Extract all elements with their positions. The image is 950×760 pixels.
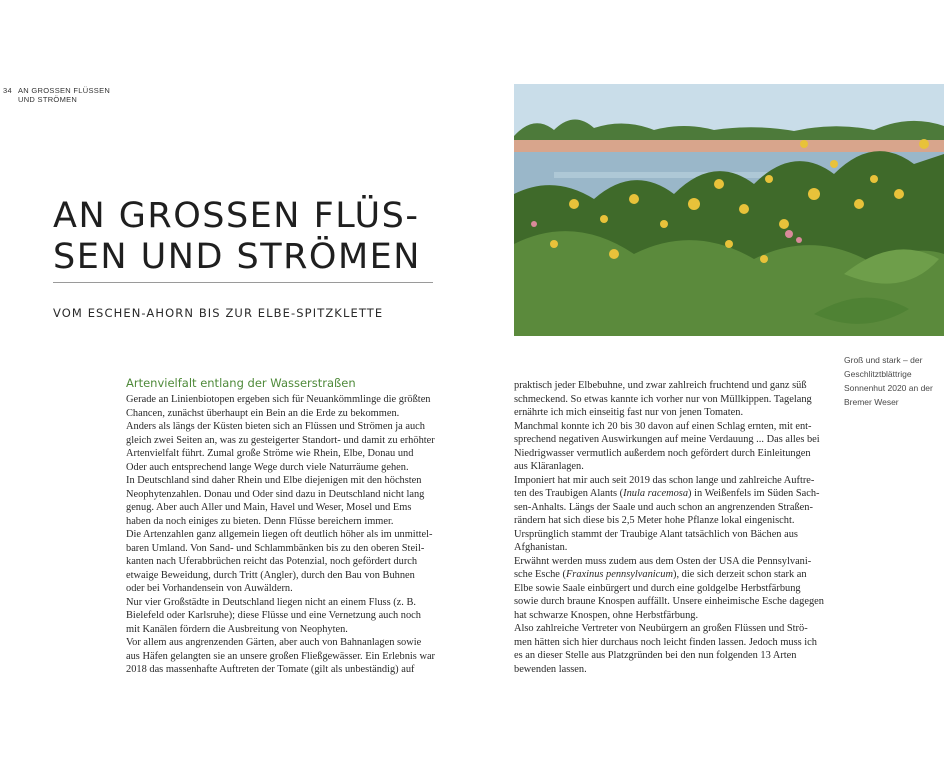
running-title-line: AN GROSSEN FLÜSSEN — [18, 86, 111, 95]
body-line: baren Umland. Von Sand- und Schlammbänken bis zu den oberen Steil- — [126, 542, 425, 554]
body-line: schmeckend. So etwas kannte ich vorher nur von Müllkippen. Tagelang — [514, 393, 812, 405]
chapter-title-line: AN GROSSEN FLÜS- — [53, 196, 420, 236]
body-line: gleich zwei Seiten an, was zu gesteigerter Standort- und damit zu erhöhter — [126, 434, 435, 446]
body-line: Vor allem aus angrenzenden Gärten, aber auch von Bahnanlagen sowie — [126, 637, 422, 648]
body-line: sprechend negativen Auswirkungen auf meine Verdauung ... Das alles bei — [514, 434, 820, 445]
body-line: Elbe sowie Saale einbürgert und durch eine goldgelbe Herbstfärbung — [514, 582, 801, 594]
body-text: ), die sich derzeit schon stark an — [673, 569, 807, 580]
body-text: ) in Weißenfels im Süden Sach- — [688, 488, 820, 499]
body-column-left — [126, 393, 446, 677]
body-line: Also zahlreiche Vertreter von Neubürgern an großen Flüssen und Strö- — [514, 623, 808, 634]
running-title-line: UND STRÖMEN — [18, 95, 78, 104]
caption-line: Geschlitztblättrige — [844, 369, 912, 379]
body-line: Artenvielfalt führt. Zumal große Ströme wie Rhein, Elbe, Donau und — [126, 448, 414, 459]
body-line: genug. Aber auch Aller und Main, Havel und Weser, Mosel und Ems — [126, 502, 412, 513]
body-line: rändern hat sich diese bis 2,5 Meter hohe Pflanze lokal eingenischt. — [514, 515, 795, 526]
body-line: Gerade an Linienbiotopen ergeben sich für Neuankömmlinge die größten — [126, 394, 431, 405]
body-line: haben da noch einiges zu bieten. Denn Flüsse bereichern immer. — [126, 515, 394, 527]
body-line: Nur vier Großstädte in Deutschland liegen nicht an einem Fluss (z. B. — [126, 596, 417, 608]
body-line: In Deutschland sind daher Rhein und Elbe diejenigen mit den höchsten — [126, 475, 422, 486]
chapter-title — [53, 196, 473, 278]
body-column-right — [514, 379, 824, 676]
photo-water-shine — [554, 172, 794, 178]
body-line: oder bei Vorhandensein von Auwäldern. — [126, 583, 293, 594]
body-line: Oder auch entsprechend lange Wege durch viele Naturräume gehen. — [126, 461, 409, 473]
body-line: Manchmal konnte ich 20 bis 30 davon auf einen Schlag ernten, mit ent- — [514, 420, 812, 432]
caption-line: Groß und stark – der — [844, 355, 923, 365]
body-line: sowie durch braune Knospen auffällt. Unsere einheimische Esche dagegen — [514, 596, 824, 607]
photo-caption — [844, 353, 944, 409]
body-line: ernährte ich mich einseitig fast nur von jenen Tomaten. — [514, 407, 744, 418]
body-line: kanten nach Uferabbrüchen reicht das Potenzial, noch gefördert durch — [126, 556, 418, 567]
body-text: sche Esche ( — [514, 569, 566, 580]
body-line: Anders als längs der Küsten bieten sich an Flüssen und Strömen ja auch — [126, 421, 425, 432]
species-name: Inula racemosa — [623, 488, 689, 499]
body-line: mit Kanälen fördern die Ausbreitung von Neophyten. — [126, 623, 348, 635]
body-line: Afghanistan. — [514, 542, 568, 553]
body-line — [514, 487, 824, 501]
body-line: Imponiert hat mir auch seit 2019 das schon lange und zahlreiche Auftre- — [514, 474, 815, 486]
body-line: 2018 das massenhafte Auftreten der Tomate (gilt als unbeständig) auf — [126, 664, 415, 675]
body-line: praktisch jeder Elbebuhne, und zwar zahlreich fruchtend und ganz süß — [514, 380, 807, 391]
body-line: Ursprünglich stammt der Traubige Alant tatsächlich von Bächen aus — [514, 528, 798, 540]
body-line: aus Kläranlagen. — [514, 461, 584, 472]
body-line: Bielefeld oder Karlsruhe); diese Flüsse und eine Vernetzung auch noch — [126, 610, 421, 621]
species-name: Fraxinus pennsylvanicum — [565, 569, 673, 580]
caption-line: Sonnenhut 2020 an der — [844, 383, 933, 393]
body-line: Erwähnt werden muss zudem aus dem Osten der USA die Pennsylvani- — [514, 555, 812, 567]
title-divider — [53, 282, 433, 283]
body-line: Niedrigwasser vermutlich außerdem noch gefördert durch Einleitungen — [514, 447, 811, 459]
body-line: Die Artenzahlen ganz allgemein liegen oft deutlich höher als im unmittel- — [126, 529, 433, 540]
body-line: sen-Anhalts. Längs der Saale und auch schon an angrenzenden Straßen- — [514, 501, 813, 513]
body-line — [514, 568, 824, 582]
body-line: aus Häfen gelangten sie an unsere großen Fließgewässer. Ein Erlebnis war — [126, 650, 436, 662]
body-line: bewenden lassen. — [514, 663, 587, 675]
section-heading: Artenvielfalt entlang der Wasserstraßen — [126, 376, 356, 390]
body-line: es an dieser Stelle aus Platzgründen bei den nun folgenden 13 Arten — [514, 650, 797, 661]
body-text: ten des Traubigen Alants ( — [514, 488, 624, 499]
caption-line: Bremer Weser — [844, 397, 899, 407]
body-line: Neophytenzahlen. Donau und Oder sind dazu in Deutschland nicht lang — [126, 488, 425, 500]
body-line: etwaige Beweidung, durch Tritt (Angler), durch den Bau von Buhnen — [126, 569, 415, 581]
body-line: hat schwarze Knospen, ohne Herbstfärbung. — [514, 609, 699, 621]
chapter-subtitle: VOM ESCHEN-AHORN BIS ZUR ELBE-SPITZKLETTE — [53, 306, 384, 320]
body-line: Chancen, zunächst überhaupt ein Bein an die Erde zu bekommen. — [126, 407, 400, 419]
chapter-title-line: SEN UND STRÖMEN — [53, 237, 421, 277]
page-number: 34 — [3, 86, 12, 95]
body-line: men hätten sich hier durchaus noch leicht finden lassen. Jedoch muss ich — [514, 636, 817, 648]
river-photo — [514, 84, 944, 336]
